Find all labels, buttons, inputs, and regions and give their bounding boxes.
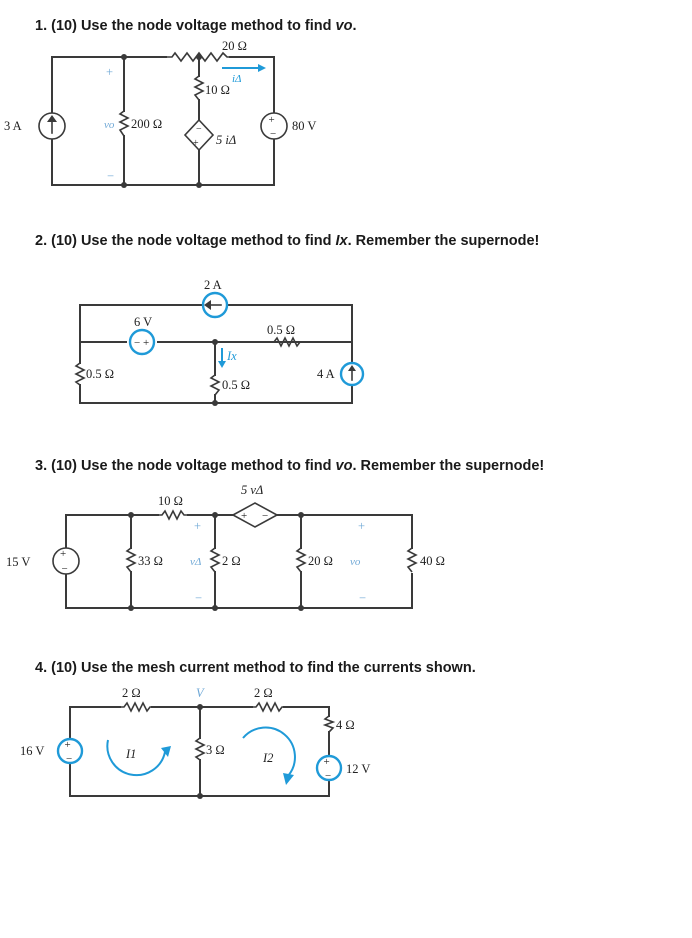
- circuit-2: [76, 278, 363, 406]
- resistor-2-ohm-right: [252, 703, 284, 711]
- label-plus-1: +: [106, 65, 114, 79]
- label-6v: 6 V: [134, 315, 153, 329]
- label-2a: 2 A: [204, 278, 222, 292]
- resistor-10-ohm-c3: [158, 511, 188, 519]
- problem-2-target: Ix: [335, 233, 348, 249]
- problem-4-points: (10): [51, 660, 77, 676]
- svg-text:−: −: [325, 770, 332, 782]
- problem-2-points: (10): [51, 233, 77, 249]
- resistor-200-ohm: [120, 111, 128, 136]
- problem-1-text: Use the node voltage method to find: [80, 18, 332, 34]
- label-vo-1: vo: [104, 119, 115, 131]
- svg-text:−: −: [66, 753, 73, 765]
- resistor-2-ohm-left: [120, 703, 152, 711]
- svg-text:+: +: [60, 548, 67, 560]
- circuit-4: [20, 686, 370, 799]
- label-plus-3a: +: [194, 519, 202, 533]
- label-i2: I2: [263, 751, 274, 765]
- label-15v: 15 V: [6, 555, 31, 569]
- resistor-2-ohm: [211, 548, 219, 572]
- label-20-ohm-c3: 20 Ω: [308, 554, 333, 568]
- label-minus-1: −: [107, 169, 115, 183]
- problem-1-end: .: [352, 18, 357, 34]
- label-10-ohm: 10 Ω: [205, 83, 230, 97]
- label-20-ohm: 20 Ω: [222, 39, 247, 53]
- label-12v: 12 V: [346, 762, 371, 776]
- problem-2-end: . Remember the supernode!: [347, 233, 540, 249]
- svg-text:+: +: [268, 114, 275, 126]
- resistor-0-5-ohm-mid: [211, 375, 219, 395]
- svg-text:−: −: [262, 510, 269, 522]
- label-vo-3: vo: [350, 556, 361, 568]
- label-5vd: 5 vΔ: [241, 483, 264, 497]
- label-minus-3a: −: [195, 591, 203, 605]
- problem-2-text: Use the node voltage method to find: [80, 233, 332, 249]
- circuit-3: [6, 483, 445, 611]
- problem-3-points: (10): [51, 458, 77, 474]
- label-4a: 4 A: [317, 367, 335, 381]
- label-2-ohm-left: 2 Ω: [122, 686, 141, 700]
- svg-text:+: +: [64, 739, 71, 751]
- svg-text:+: +: [241, 510, 248, 522]
- svg-text:−: −: [134, 337, 141, 349]
- label-3a: 3 A: [4, 119, 22, 133]
- resistor-20-ohm-c3: [297, 548, 305, 572]
- label-200-ohm: 200 Ω: [131, 117, 163, 131]
- label-vd: vΔ: [190, 556, 202, 568]
- label-0-5-ohm-top: 0.5 Ω: [267, 323, 296, 337]
- dependent-voltage-source-5vd: [233, 503, 277, 527]
- label-80v: 80 V: [292, 119, 317, 133]
- label-minus-3b: −: [359, 591, 367, 605]
- label-40-ohm: 40 Ω: [420, 554, 445, 568]
- problem-1-target: vo: [335, 18, 353, 34]
- resistor-33-ohm: [127, 548, 135, 572]
- label-5ia: 5 iΔ: [216, 133, 237, 147]
- label-10-ohm-c3: 10 Ω: [158, 494, 183, 508]
- label-33-ohm: 33 Ω: [138, 554, 163, 568]
- label-i1: I1: [126, 747, 137, 761]
- resistor-40-ohm: [408, 548, 416, 572]
- label-3-ohm: 3 Ω: [206, 743, 225, 757]
- resistor-3-ohm: [196, 738, 204, 760]
- resistor-10-ohm: [195, 76, 203, 100]
- svg-text:+: +: [193, 138, 199, 149]
- problem-2-number: 2.: [35, 233, 48, 249]
- svg-text:−: −: [196, 124, 202, 135]
- label-0-5-ohm-left: 0.5 Ω: [86, 367, 115, 381]
- problem-3-text: Use the node voltage method to find: [80, 458, 332, 474]
- problem-1-points: (10): [51, 18, 77, 34]
- problem-4-number: 4.: [35, 660, 48, 676]
- problem-3-target: vo: [335, 458, 353, 474]
- svg-text:+: +: [143, 337, 150, 349]
- problem-3-end: . Remember the supernode!: [352, 458, 545, 474]
- label-2-ohm-right: 2 Ω: [254, 686, 273, 700]
- label-plus-3b: +: [358, 519, 366, 533]
- problem-1-number: 1.: [35, 18, 48, 34]
- label-16v: 16 V: [20, 744, 45, 758]
- svg-text:−: −: [61, 563, 68, 575]
- resistor-4-ohm: [325, 716, 333, 732]
- svg-text:−: −: [270, 128, 277, 140]
- resistor-0-5-ohm-left: [76, 363, 84, 385]
- problem-3-number: 3.: [35, 458, 48, 474]
- label-4-ohm: 4 Ω: [336, 718, 355, 732]
- label-2-ohm: 2 Ω: [222, 554, 241, 568]
- svg-text:+: +: [323, 756, 330, 768]
- label-v: V: [196, 686, 204, 700]
- label-0-5-ohm-mid: 0.5 Ω: [222, 378, 251, 392]
- label-ia: iΔ: [232, 73, 242, 85]
- circuit-1: [4, 39, 316, 188]
- problem-4-text: Use the mesh current method to find the currents shown.: [80, 660, 476, 676]
- label-ix: Ix: [227, 349, 237, 363]
